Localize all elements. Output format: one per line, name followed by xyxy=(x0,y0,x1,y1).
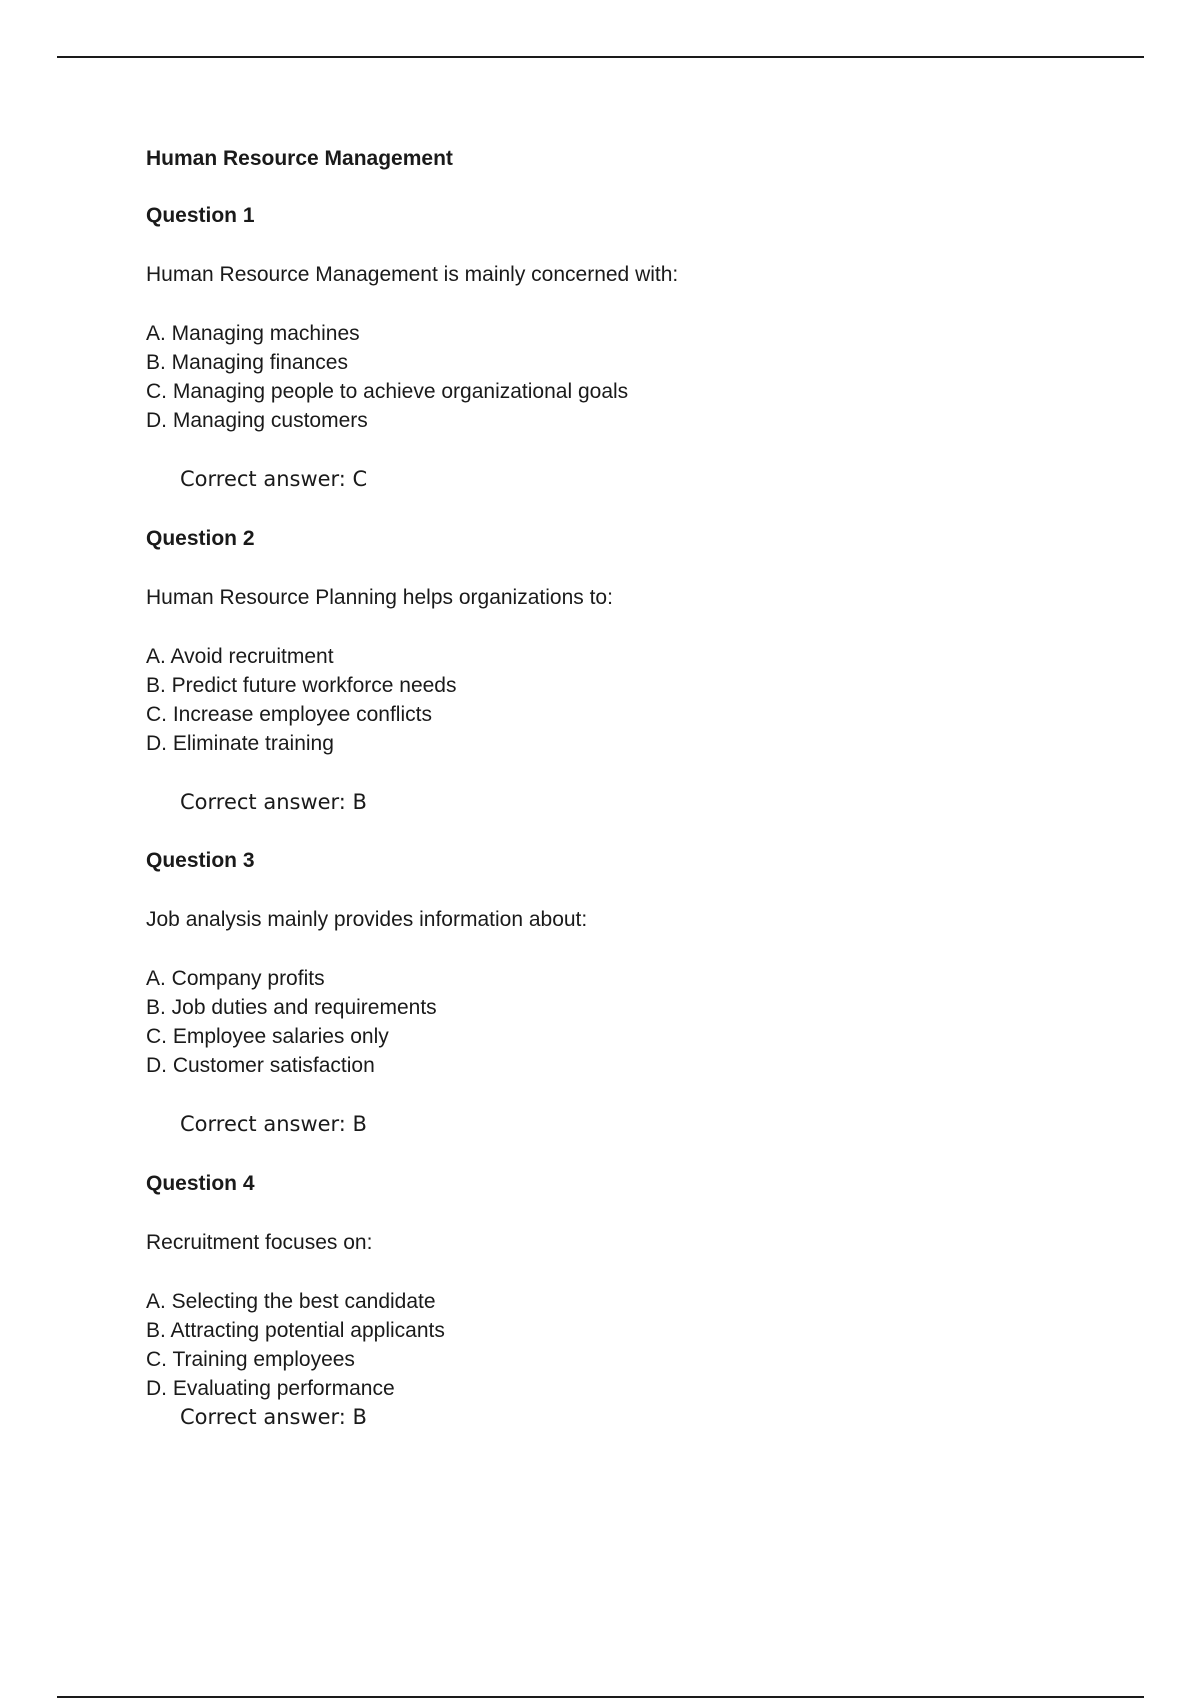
question-1-options xyxy=(146,319,628,435)
option-d: D. Evaluating performance xyxy=(146,1377,395,1400)
option-b: B. Job duties and requirements xyxy=(146,996,437,1019)
question-2-text: Human Resource Planning helps organizations to: xyxy=(146,586,613,609)
question-3-answer: Correct answer: B xyxy=(180,1112,367,1136)
option-d: D. Eliminate training xyxy=(146,732,334,755)
option-d: D. Customer satisfaction xyxy=(146,1054,375,1077)
question-4-options xyxy=(146,1287,445,1403)
option-c: C. Training employees xyxy=(146,1348,355,1371)
question-2-options xyxy=(146,642,456,758)
question-4-answer: Correct answer: B xyxy=(180,1405,367,1429)
option-c: C. Employee salaries only xyxy=(146,1025,389,1048)
option-a: A. Selecting the best candidate xyxy=(146,1290,436,1313)
question-4-heading: Question 4 xyxy=(146,1172,255,1195)
header-rule xyxy=(57,56,1144,58)
option-c: C. Managing people to achieve organizational goals xyxy=(146,380,629,403)
question-2-heading: Question 2 xyxy=(146,527,255,550)
question-1-text: Human Resource Management is mainly concerned with: xyxy=(146,263,679,286)
document-title: Human Resource Management xyxy=(146,147,453,170)
question-1-heading: Question 1 xyxy=(146,204,255,227)
option-a: A. Managing machines xyxy=(146,322,360,345)
question-3-heading: Question 3 xyxy=(146,849,255,872)
question-3-text: Job analysis mainly provides information about: xyxy=(146,908,588,931)
option-b: B. Predict future workforce needs xyxy=(146,674,457,697)
question-3-options xyxy=(146,964,437,1080)
option-b: B. Attracting potential applicants xyxy=(146,1319,445,1342)
option-d: D. Managing customers xyxy=(146,409,368,432)
footer-rule xyxy=(57,1696,1144,1698)
option-b: B. Managing finances xyxy=(146,351,348,374)
option-a: A. Company profits xyxy=(146,967,325,990)
question-4-text: Recruitment focuses on: xyxy=(146,1231,373,1254)
question-2-answer: Correct answer: B xyxy=(180,790,367,814)
option-a: A. Avoid recruitment xyxy=(146,645,334,668)
option-c: C. Increase employee conflicts xyxy=(146,703,432,726)
question-1-answer: Correct answer: C xyxy=(180,467,368,491)
